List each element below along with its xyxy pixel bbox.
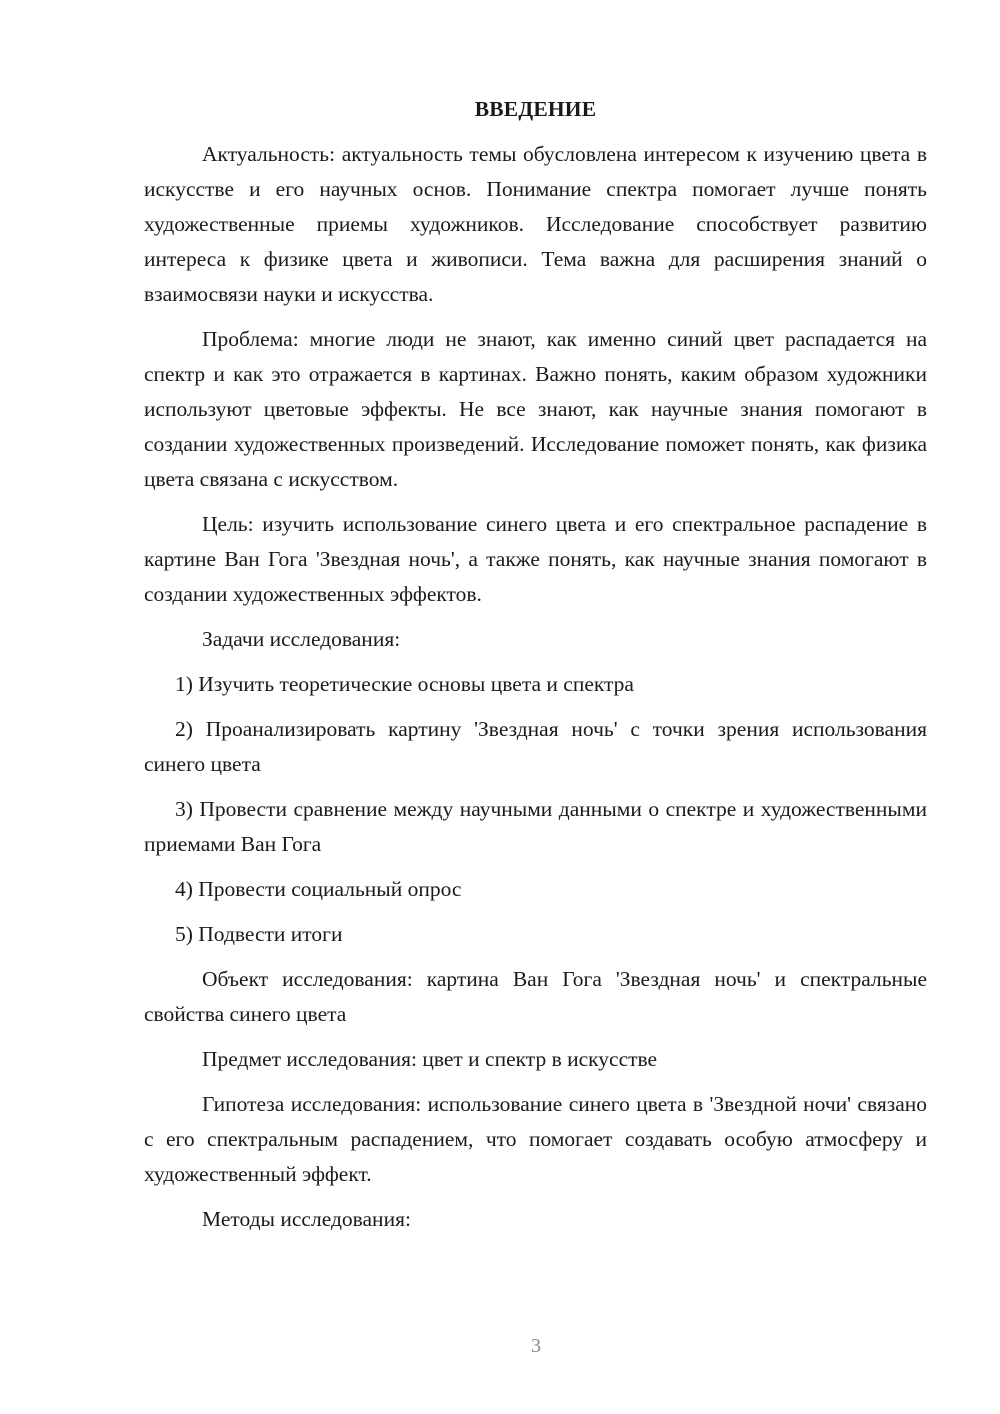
task-item: 5) Подвести итоги	[175, 922, 343, 946]
object-paragraph: Объект исследования: картина Ван Гога 'Звездная ночь' и спектральные свойства синего цвета	[144, 967, 927, 1026]
tasks-title: Задачи исследования:	[202, 627, 401, 651]
relevance-paragraph: Актуальность: актуальность темы обусловлена интересом к изучению цвета в искусстве и его научных основ. Понимание спектра помогает лучше понять художественные приемы художников. Исследование способствует развитию интереса к физике цвета и живописи. Тема важна для расширения знаний о взаимосвязи науки и искусства.	[144, 142, 927, 306]
subject-paragraph: Предмет исследования: цвет и спектр в искусстве	[202, 1047, 658, 1071]
section-heading: ВВЕДЕНИЕ	[474, 97, 597, 121]
task-item: 3) Провести сравнение между научными данными о спектре и художественными приемами Ван Гога	[144, 797, 927, 856]
page-number: 3	[531, 1335, 541, 1357]
task-item: 2) Проанализировать картину 'Звездная ночь' с точки зрения использования синего цвета	[144, 717, 927, 776]
hypothesis-paragraph: Гипотеза исследования: использование синего цвета в 'Звездной ночи' связано с его спектральным распадением, что помогает создавать особую атмосферу и художественный эффект.	[144, 1092, 927, 1186]
methods-paragraph: Методы исследования:	[202, 1207, 411, 1231]
page-content	[144, 92, 927, 1247]
problem-paragraph: Проблема: многие люди не знают, как именно синий цвет распадается на спектр и как это отражается в картинах. Важно понять, каким образом художники используют цветовые эффекты. Не все знают, как научные знания помогают в создании художественных произведений. Исследование поможет понять, как физика цвета связана с искусством.	[144, 327, 927, 491]
task-item: 1) Изучить теоретические основы цвета и спектра	[175, 672, 634, 696]
goal-paragraph: Цель: изучить использование синего цвета и его спектральное распадение в картине Ван Гога 'Звездная ночь', а также понять, как научные знания помогают в создании художественных эффектов.	[144, 512, 927, 606]
task-item: 4) Провести социальный опрос	[175, 877, 462, 901]
